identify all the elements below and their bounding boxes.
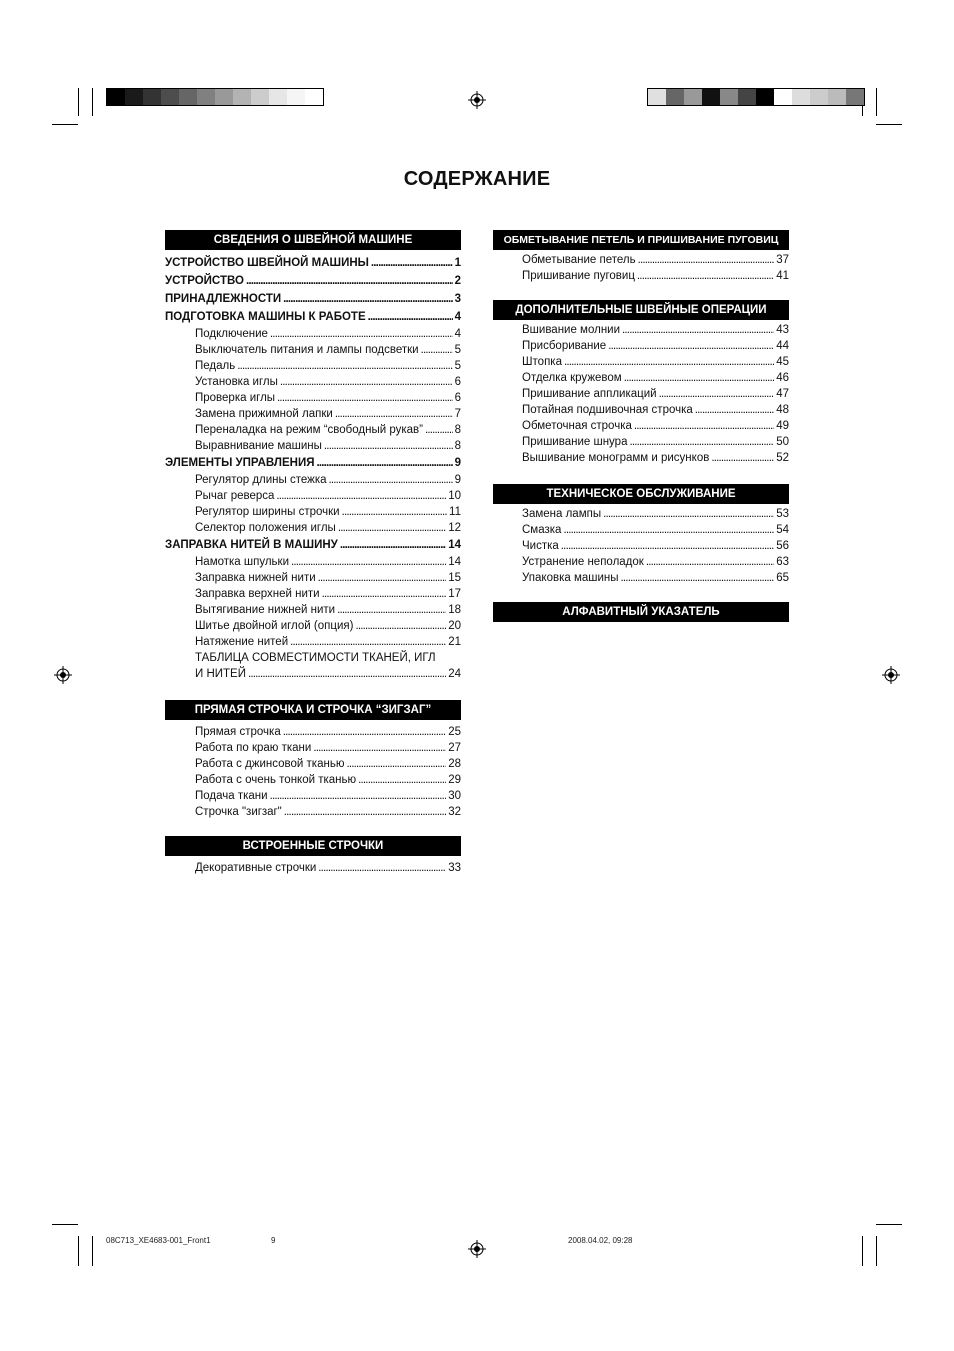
toc-entry[interactable] bbox=[165, 618, 461, 634]
toc-entry-page: 33 bbox=[448, 862, 461, 874]
toc-entry-label: Работа с очень тонкой тканью bbox=[195, 774, 357, 786]
toc-entry-page: 18 bbox=[448, 604, 461, 616]
toc-entry[interactable] bbox=[165, 272, 461, 290]
toc-entry[interactable] bbox=[165, 308, 461, 326]
toc-entry-label: Пришивание аппликаций bbox=[522, 388, 657, 400]
leader-dots bbox=[629, 434, 774, 450]
toc-entry-page: 43 bbox=[776, 324, 789, 336]
toc-entry-label: Выключатель питания и лампы подсветки bbox=[195, 344, 419, 356]
toc-entry-page: 6 bbox=[454, 392, 461, 404]
leader-dots bbox=[313, 740, 446, 756]
footer-page-number: 9 bbox=[271, 1236, 276, 1245]
leader-dots bbox=[337, 602, 446, 618]
toc-entry-label: Работа по краю ткани bbox=[195, 742, 312, 754]
toc-entry-page: 63 bbox=[776, 556, 789, 568]
leader-dots bbox=[277, 390, 453, 406]
leader-dots bbox=[340, 536, 446, 554]
toc-entry-label: Переналадка на режим “свободный рукав” bbox=[195, 424, 423, 436]
toc-entry[interactable] bbox=[165, 342, 461, 358]
leader-dots bbox=[318, 570, 447, 586]
leader-dots bbox=[634, 418, 774, 434]
toc-entry-page: 5 bbox=[454, 344, 461, 356]
toc-entry-label: Пришивание шнура bbox=[522, 436, 628, 448]
toc-entry-page: 24 bbox=[448, 668, 461, 680]
leader-dots bbox=[346, 756, 446, 772]
registration-mark-icon bbox=[468, 1240, 486, 1258]
leader-dots bbox=[290, 634, 446, 650]
leader-dots bbox=[564, 354, 774, 370]
leader-dots bbox=[561, 538, 774, 554]
toc-entry[interactable] bbox=[165, 740, 461, 756]
color-swatch bbox=[107, 89, 125, 105]
toc-entry-page: 49 bbox=[776, 420, 789, 432]
toc-entry-page: 5 bbox=[454, 360, 461, 372]
toc-section bbox=[165, 230, 461, 682]
toc-entry-label: Заправка верхней нити bbox=[195, 588, 320, 600]
color-swatch bbox=[810, 89, 828, 105]
toc-entry-page: 6 bbox=[454, 376, 461, 388]
page-title: СОДЕРЖАНИЕ bbox=[403, 168, 551, 190]
leader-dots bbox=[276, 488, 446, 504]
toc-entry-label: Натяжение нитей bbox=[195, 636, 289, 648]
leader-dots bbox=[421, 342, 453, 358]
toc-entry-page: 52 bbox=[776, 452, 789, 464]
leader-dots bbox=[358, 772, 446, 788]
toc-section bbox=[165, 836, 461, 876]
toc-entry-page: 53 bbox=[776, 508, 789, 520]
toc-entry-page: 11 bbox=[449, 506, 461, 518]
leader-dots bbox=[695, 402, 774, 418]
color-swatch bbox=[792, 89, 810, 105]
toc-entry[interactable] bbox=[165, 374, 461, 390]
toc-section bbox=[493, 300, 789, 466]
leader-dots bbox=[284, 804, 446, 820]
toc-entry[interactable] bbox=[165, 634, 461, 650]
toc-right-column bbox=[493, 230, 789, 622]
toc-entry[interactable] bbox=[165, 504, 461, 520]
color-swatch bbox=[125, 89, 143, 105]
color-bar-right bbox=[647, 88, 865, 106]
color-swatch bbox=[756, 89, 774, 105]
color-swatch bbox=[702, 89, 720, 105]
color-swatch bbox=[846, 89, 864, 105]
toc-entry-page: 14 bbox=[448, 539, 461, 551]
leader-dots bbox=[342, 504, 447, 520]
leader-dots bbox=[621, 570, 775, 586]
toc-entry-label: Вшивание молнии bbox=[522, 324, 621, 336]
toc-entry[interactable] bbox=[493, 338, 789, 354]
toc-entry[interactable] bbox=[165, 254, 461, 272]
toc-entry-label: Регулятор ширины строчки bbox=[195, 506, 340, 518]
toc-entry-page: 44 bbox=[776, 340, 789, 352]
toc-section bbox=[493, 230, 789, 284]
leader-dots bbox=[317, 454, 453, 472]
color-swatch bbox=[666, 89, 684, 105]
toc-entry[interactable] bbox=[165, 860, 461, 876]
toc-entry-page: 27 bbox=[448, 742, 461, 754]
leader-dots bbox=[291, 554, 446, 570]
toc-entry-label: Декоративные строчки bbox=[195, 862, 317, 874]
color-swatch bbox=[684, 89, 702, 105]
leader-dots bbox=[283, 724, 446, 740]
leader-dots bbox=[368, 308, 453, 326]
toc-entry[interactable] bbox=[165, 788, 461, 804]
leader-dots bbox=[711, 450, 774, 466]
toc-entry-page: 41 bbox=[776, 270, 789, 282]
toc-entry[interactable] bbox=[493, 538, 789, 554]
toc-entry-label: Намотка шпульки bbox=[195, 556, 289, 568]
toc-entry-label: Педаль bbox=[195, 360, 236, 372]
toc-entry[interactable] bbox=[165, 358, 461, 374]
toc-entry-page: 9 bbox=[454, 457, 461, 469]
leader-dots bbox=[324, 438, 453, 454]
toc-entry-page: 46 bbox=[776, 372, 789, 384]
toc-entry-page: 4 bbox=[454, 328, 461, 340]
section-heading: ВСТРОЕННЫЕ СТРОЧКИ bbox=[165, 836, 461, 856]
toc-entry[interactable] bbox=[165, 454, 461, 472]
leader-dots bbox=[338, 520, 446, 536]
toc-entry[interactable] bbox=[165, 536, 461, 554]
leader-dots bbox=[248, 666, 446, 682]
toc-entry-label: Присборивание bbox=[522, 340, 607, 352]
toc-entry-label: Выравнивание машины bbox=[195, 440, 322, 452]
toc-entry-label: ПРИНАДЛЕЖНОСТИ bbox=[165, 293, 282, 305]
toc-entry-page: 12 bbox=[448, 522, 461, 534]
leader-dots bbox=[237, 358, 452, 374]
toc-entry[interactable] bbox=[493, 434, 789, 450]
registration-mark-icon bbox=[882, 666, 900, 684]
leader-dots bbox=[322, 586, 447, 602]
toc-entry[interactable] bbox=[165, 554, 461, 570]
toc-entry[interactable] bbox=[165, 390, 461, 406]
toc-entry-page: 47 bbox=[776, 388, 789, 400]
footer-timestamp: 2008.04.02, 09:28 bbox=[568, 1236, 633, 1245]
color-swatch bbox=[143, 89, 161, 105]
toc-entry-label: Строчка "зигзаг" bbox=[195, 806, 282, 818]
color-swatch bbox=[287, 89, 305, 105]
toc-entry-page: 56 bbox=[776, 540, 789, 552]
toc-left-column bbox=[165, 230, 461, 876]
leader-dots bbox=[280, 374, 453, 390]
section-heading: ТЕХНИЧЕСКОЕ ОБСЛУЖИВАНИЕ bbox=[493, 484, 789, 504]
toc-entry-page: 10 bbox=[448, 490, 461, 502]
toc-entry[interactable] bbox=[493, 522, 789, 538]
section-heading: АЛФАВИТНЫЙ УКАЗАТЕЛЬ bbox=[493, 602, 789, 622]
leader-dots bbox=[318, 860, 446, 876]
toc-entry-page: 8 bbox=[454, 440, 461, 452]
color-swatch bbox=[738, 89, 756, 105]
toc-entry-page: 17 bbox=[448, 588, 461, 600]
toc-entry[interactable] bbox=[165, 438, 461, 454]
toc-entry[interactable] bbox=[493, 450, 789, 466]
toc-entry-page: 28 bbox=[448, 758, 461, 770]
leader-dots bbox=[355, 618, 446, 634]
toc-entry-label: Пришивание пуговиц bbox=[522, 270, 635, 282]
toc-entry[interactable] bbox=[165, 602, 461, 618]
toc-section bbox=[493, 484, 789, 586]
toc-entry-label: И НИТЕЙ bbox=[195, 668, 246, 680]
toc-entry-wrapped-line1[interactable]: ТАБЛИЦА СОВМЕСТИМОСТИ ТКАНЕЙ, ИГЛ bbox=[195, 652, 436, 664]
toc-entry-page: 21 bbox=[448, 636, 461, 648]
toc-entry-page: 8 bbox=[454, 424, 461, 436]
toc-entry[interactable] bbox=[165, 422, 461, 438]
leader-dots bbox=[603, 506, 774, 522]
toc-entry[interactable] bbox=[165, 666, 461, 682]
toc-entry-label: Вышивание монограмм и рисунков bbox=[522, 452, 710, 464]
toc-entry[interactable] bbox=[493, 252, 789, 268]
color-bar-left bbox=[106, 88, 324, 106]
toc-entry-page: 32 bbox=[448, 806, 461, 818]
leader-dots bbox=[608, 338, 774, 354]
leader-dots bbox=[270, 326, 453, 342]
toc-entry-label: Потайная подшивочная строчка bbox=[522, 404, 693, 416]
toc-entry-label: Подача ткани bbox=[195, 790, 268, 802]
toc-entry-page: 7 bbox=[454, 408, 461, 420]
leader-dots bbox=[335, 406, 453, 422]
toc-entry[interactable] bbox=[493, 554, 789, 570]
leader-dots bbox=[637, 268, 774, 284]
toc-entry-page: 65 bbox=[776, 572, 789, 584]
leader-dots bbox=[283, 290, 452, 308]
toc-entry-label: Упаковка машины bbox=[522, 572, 619, 584]
color-swatch bbox=[197, 89, 215, 105]
toc-entry-page: 37 bbox=[776, 254, 789, 266]
toc-entry-page: 3 bbox=[454, 293, 461, 305]
toc-entry[interactable] bbox=[165, 472, 461, 488]
toc-entry[interactable] bbox=[493, 322, 789, 338]
color-swatch bbox=[774, 89, 792, 105]
leader-dots bbox=[371, 254, 453, 272]
toc-entry[interactable] bbox=[493, 506, 789, 522]
toc-entry-label: Устранение неполадок bbox=[522, 556, 644, 568]
toc-entry-label: Отделка кружевом bbox=[522, 372, 622, 384]
toc-entry[interactable] bbox=[493, 418, 789, 434]
leader-dots bbox=[646, 554, 774, 570]
leader-dots bbox=[329, 472, 453, 488]
toc-entry-label: Обметочная строчка bbox=[522, 420, 632, 432]
toc-entry-page: 30 bbox=[448, 790, 461, 802]
toc-entry-page: 48 bbox=[776, 404, 789, 416]
leader-dots bbox=[659, 386, 775, 402]
toc-entry-label: Шитье двойной иглой (опция) bbox=[195, 620, 354, 632]
toc-entry[interactable] bbox=[165, 804, 461, 820]
toc-entry-page: 45 bbox=[776, 356, 789, 368]
color-swatch bbox=[269, 89, 287, 105]
toc-entry[interactable] bbox=[493, 570, 789, 586]
toc-entry-page: 25 bbox=[448, 726, 461, 738]
color-swatch bbox=[648, 89, 666, 105]
toc-entry[interactable] bbox=[165, 488, 461, 504]
section-heading: ДОПОЛНИТЕЛЬНЫЕ ШВЕЙНЫЕ ОПЕРАЦИИ bbox=[493, 300, 789, 320]
toc-entry-label: Вытягивание нижней нити bbox=[195, 604, 336, 616]
toc-entry-label: Замена лампы bbox=[522, 508, 602, 520]
toc-entry-label: Штопка bbox=[522, 356, 562, 368]
leader-dots bbox=[622, 322, 774, 338]
toc-entry-label: Обметывание петель bbox=[522, 254, 636, 266]
footer-file-name: 08C713_XE4683-001_Front1 bbox=[106, 1236, 211, 1245]
toc-entry[interactable] bbox=[165, 756, 461, 772]
toc-entry-label: Заправка нижней нити bbox=[195, 572, 316, 584]
leader-dots bbox=[624, 370, 775, 386]
leader-dots bbox=[638, 252, 775, 268]
toc-entry[interactable] bbox=[493, 386, 789, 402]
toc-entry[interactable] bbox=[165, 326, 461, 342]
toc-entry-page: 4 bbox=[454, 311, 461, 323]
leader-dots bbox=[425, 422, 453, 438]
toc-entry-page: 15 bbox=[448, 572, 461, 584]
toc-entry-page: 20 bbox=[448, 620, 461, 632]
section-heading: СВЕДЕНИЯ О ШВЕЙНОЙ МАШИНЕ bbox=[165, 230, 461, 250]
toc-entry[interactable] bbox=[165, 570, 461, 586]
toc-entry[interactable] bbox=[165, 772, 461, 788]
toc-entry-page: 9 bbox=[454, 474, 461, 486]
toc-entry-page: 50 bbox=[776, 436, 789, 448]
toc-section bbox=[493, 602, 789, 622]
toc-entry-label: Подключение bbox=[195, 328, 268, 340]
color-swatch bbox=[305, 89, 323, 105]
toc-entry-page: 2 bbox=[454, 275, 461, 287]
toc-entry-label: Прямая строчка bbox=[195, 726, 281, 738]
toc-entry-label: УСТРОЙСТВО ШВЕЙНОЙ МАШИНЫ bbox=[165, 257, 369, 269]
toc-entry-label: Рычаг реверса bbox=[195, 490, 275, 502]
registration-mark-icon bbox=[468, 91, 486, 109]
toc-entry[interactable] bbox=[165, 406, 461, 422]
registration-mark-icon bbox=[54, 666, 72, 684]
toc-entry[interactable] bbox=[493, 268, 789, 284]
toc-entry-label: ПОДГОТОВКА МАШИНЫ К РАБОТЕ bbox=[165, 311, 366, 323]
color-swatch bbox=[251, 89, 269, 105]
color-swatch bbox=[179, 89, 197, 105]
toc-section bbox=[165, 700, 461, 820]
leader-dots bbox=[246, 272, 453, 290]
toc-entry-label: УСТРОЙСТВО bbox=[165, 275, 244, 287]
toc-entry[interactable] bbox=[493, 402, 789, 418]
toc-entry[interactable] bbox=[493, 370, 789, 386]
toc-entry-page: 14 bbox=[448, 556, 461, 568]
toc-entry-page: 1 bbox=[454, 257, 461, 269]
toc-entry-label: ЗАПРАВКА НИТЕЙ В МАШИНУ bbox=[165, 539, 338, 551]
toc-entry[interactable] bbox=[165, 520, 461, 536]
toc-entry-label: Регулятор длины стежка bbox=[195, 474, 327, 486]
leader-dots bbox=[563, 522, 774, 538]
toc-entry-label: Замена прижимной лапки bbox=[195, 408, 333, 420]
color-swatch bbox=[720, 89, 738, 105]
toc-entry-label: ЭЛЕМЕНТЫ УПРАВЛЕНИЯ bbox=[165, 457, 315, 469]
toc-entry[interactable] bbox=[493, 354, 789, 370]
toc-entry-label: Селектор положения иглы bbox=[195, 522, 336, 534]
toc-entry-label: Установка иглы bbox=[195, 376, 278, 388]
toc-entry[interactable] bbox=[165, 724, 461, 740]
leader-dots bbox=[270, 788, 447, 804]
color-swatch bbox=[215, 89, 233, 105]
toc-entry-page: 54 bbox=[776, 524, 789, 536]
toc-entry[interactable] bbox=[165, 290, 461, 308]
section-heading: ПРЯМАЯ СТРОЧКА И СТРОЧКА “ЗИГЗАГ” bbox=[165, 700, 461, 720]
toc-entry[interactable] bbox=[165, 586, 461, 602]
toc-entry-label: Работа с джинсовой тканью bbox=[195, 758, 345, 770]
color-swatch bbox=[828, 89, 846, 105]
toc-entry-label: Проверка иглы bbox=[195, 392, 276, 404]
color-swatch bbox=[161, 89, 179, 105]
color-swatch bbox=[233, 89, 251, 105]
toc-entry-label: Смазка bbox=[522, 524, 562, 536]
toc-entry-page: 29 bbox=[448, 774, 461, 786]
section-heading: ОБМЕТЫВАНИЕ ПЕТЕЛЬ И ПРИШИВАНИЕ ПУГОВИЦ bbox=[493, 230, 789, 250]
toc-entry-label: Чистка bbox=[522, 540, 559, 552]
